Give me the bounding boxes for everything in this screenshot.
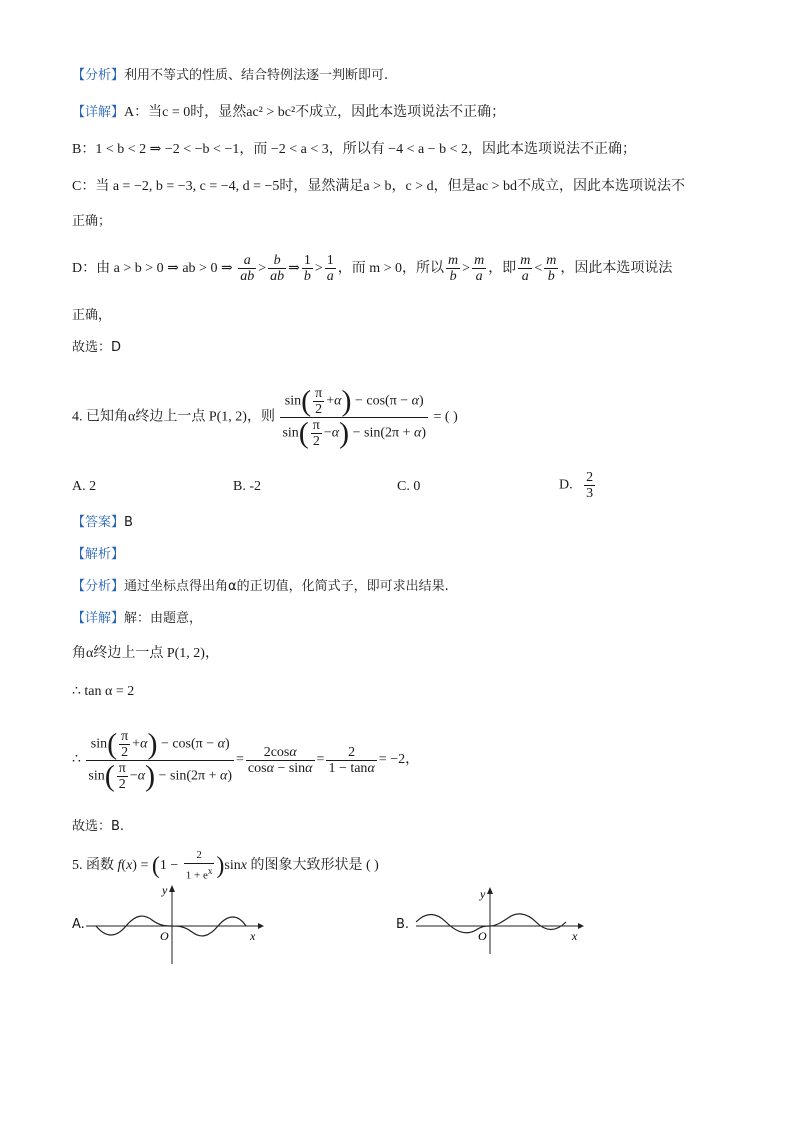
graph-a-x-label: x bbox=[250, 929, 256, 943]
q4-choice: 故选：B. bbox=[72, 819, 125, 834]
frac-a-ab: $\frac{a}{ab}$ bbox=[240, 253, 255, 285]
q4-big-fraction: sin( $\frac{\pi}{2}$ +α) − cos(π − α) sin( $\frac{\pi}{2}$ −α) − sin(2π + α) bbox=[282, 384, 427, 450]
q4-stem bbox=[72, 386, 458, 449]
q3-d-suffix: ，因此本选项说法 bbox=[560, 261, 673, 276]
q3-d-prefix: D：由 a > b > 0 ⇒ ab > 0 ⇒ bbox=[72, 261, 233, 276]
q4-analysis-text: 通过坐标点得出角α的正切值，化简式子，即可求出结果. bbox=[124, 579, 449, 594]
q3-choice: 故选：D bbox=[72, 340, 122, 355]
q4-analysis bbox=[72, 577, 449, 597]
q5-stem-prefix: 5. 函数 bbox=[72, 858, 114, 874]
q4-detail bbox=[72, 609, 202, 629]
q3-d-mid2: ，即 bbox=[488, 261, 517, 276]
q3-detail-label: 【详解】 bbox=[72, 105, 125, 120]
frac-m-a: $\frac{m}{a}$ bbox=[474, 253, 485, 285]
q5-graph-a-label: A. bbox=[72, 917, 85, 932]
q3-d-line2: 正确， bbox=[72, 308, 112, 323]
frac-m-b-2: $\frac{m}{b}$ bbox=[546, 253, 557, 285]
graph-a-origin: O bbox=[160, 929, 169, 943]
frac-m-b: $\frac{m}{b}$ bbox=[448, 253, 459, 285]
q4-answer-value: B bbox=[124, 515, 133, 530]
deriv-fraction-3: $\frac{2}{1 - \tan\alpha}$ bbox=[328, 744, 375, 776]
graph-b-x-label: x bbox=[572, 929, 578, 943]
q4-option-d: D. $\frac{2}{3}$ bbox=[559, 470, 594, 501]
q4-option-a: A. 2 bbox=[72, 479, 97, 494]
q4-stem-prefix: 4. 已知角α终边上一点 P(1, 2)，则 bbox=[72, 409, 275, 425]
q3-b-line: B：1 < b < 2 ⇒ −2 < −b < −1，而 −2 < a < 3，所以有 −4 < a − b < 2，因此本选项说法不正确； bbox=[72, 142, 637, 157]
graph-b-origin: O bbox=[478, 929, 487, 943]
frac-b-ab: $\frac{b}{ab}$ bbox=[270, 253, 285, 285]
q3-analysis-label: 【分析】 bbox=[72, 68, 125, 83]
q3-a-line: A：当c = 0时，显然ac² > bc²不成立，因此本选项说法不正确； bbox=[124, 105, 506, 120]
q4-solution-label: 【解析】 bbox=[72, 547, 125, 562]
graph-b-y-label: y bbox=[480, 887, 486, 901]
q5-stem: 5. 函数 f(x) = (1 − $\frac{2}{1 + e^x}$ )sinx 的图象大致形状是 ( ) bbox=[72, 849, 379, 882]
q4-analysis-label: 【分析】 bbox=[72, 579, 125, 594]
q3-c-line2: 正确； bbox=[72, 214, 112, 229]
q4-point-line: 角α终边上一点 P(1, 2)， bbox=[72, 646, 219, 661]
q3-c-line1: C：当 a = −2, b = −3, c = −4, d = −5时，显然满足a > b，c > d，但是ac > bd不成立，因此本选项说法不 bbox=[72, 179, 685, 194]
frac-m-a-2: $\frac{m}{a}$ bbox=[520, 253, 531, 285]
q4-answer-label: 【答案】 bbox=[72, 515, 125, 530]
q3-analysis bbox=[72, 66, 388, 86]
deriv-fraction-2: $\frac{2\cos\alpha}{\cos\alpha - \sin\alpha}$ bbox=[247, 744, 313, 776]
q4-answer bbox=[72, 513, 133, 533]
q4-option-c: C. 0 bbox=[397, 479, 421, 494]
frac-1-a: $\frac{1}{a}$ bbox=[326, 253, 334, 285]
q3-analysis-text: 利用不等式的性质、结合特例法逐一判断即可. bbox=[124, 68, 389, 83]
graph-a-y-label: y bbox=[162, 883, 168, 897]
q3-d-mid1: ，而 m > 0，所以 bbox=[337, 261, 445, 276]
q4-tan-line: ∴ tan α = 2 bbox=[72, 684, 135, 699]
q4-detail-text: 解：由题意， bbox=[124, 611, 203, 626]
q4-option-b: B. -2 bbox=[233, 479, 262, 494]
q5-graph-a bbox=[86, 882, 266, 966]
q5-stem-suffix: 的图象大致形状是 ( ) bbox=[250, 858, 379, 874]
q4-detail-label: 【详解】 bbox=[72, 611, 125, 626]
q3-detail-a bbox=[72, 103, 505, 123]
q3-d-line: D：由 a > b > 0 ⇒ ab > 0 ⇒ $\frac{a}{ab}$ > $\frac{b}{ab}$ ⇒ $\frac{1}{b}$ > $\frac{1}{a}$ ，而 m > 0，所以 $\frac{m}{b}$ > $\frac{m}{a}$ ，即 $\frac{m}{a}$ < $\frac{m}{b}$ ，因此本选项说法 bbox=[72, 253, 673, 285]
frac-1-b: $\frac{1}{b}$ bbox=[303, 253, 311, 285]
q4-stem-suffix: = ( ) bbox=[433, 409, 458, 425]
deriv-fraction-1: sin( $\frac{\pi}{2}$ +α) − cos(π − α) sin( $\frac{\pi}{2}$ −α) − sin(2π + α) bbox=[88, 727, 232, 792]
q5-graph-b bbox=[412, 886, 592, 958]
q4-derivation: ∴ sin( $\frac{\pi}{2}$ +α) − cos(π − α) sin( $\frac{\pi}{2}$ −α) − sin(2π + α) = $\frac{2\cos\alpha}{\cos\alpha - \sin\alpha}$ = $\frac{2}{1 - \tan\alpha}$ = −2， bbox=[72, 727, 420, 792]
q5-graph-b-label: B. bbox=[396, 917, 410, 932]
